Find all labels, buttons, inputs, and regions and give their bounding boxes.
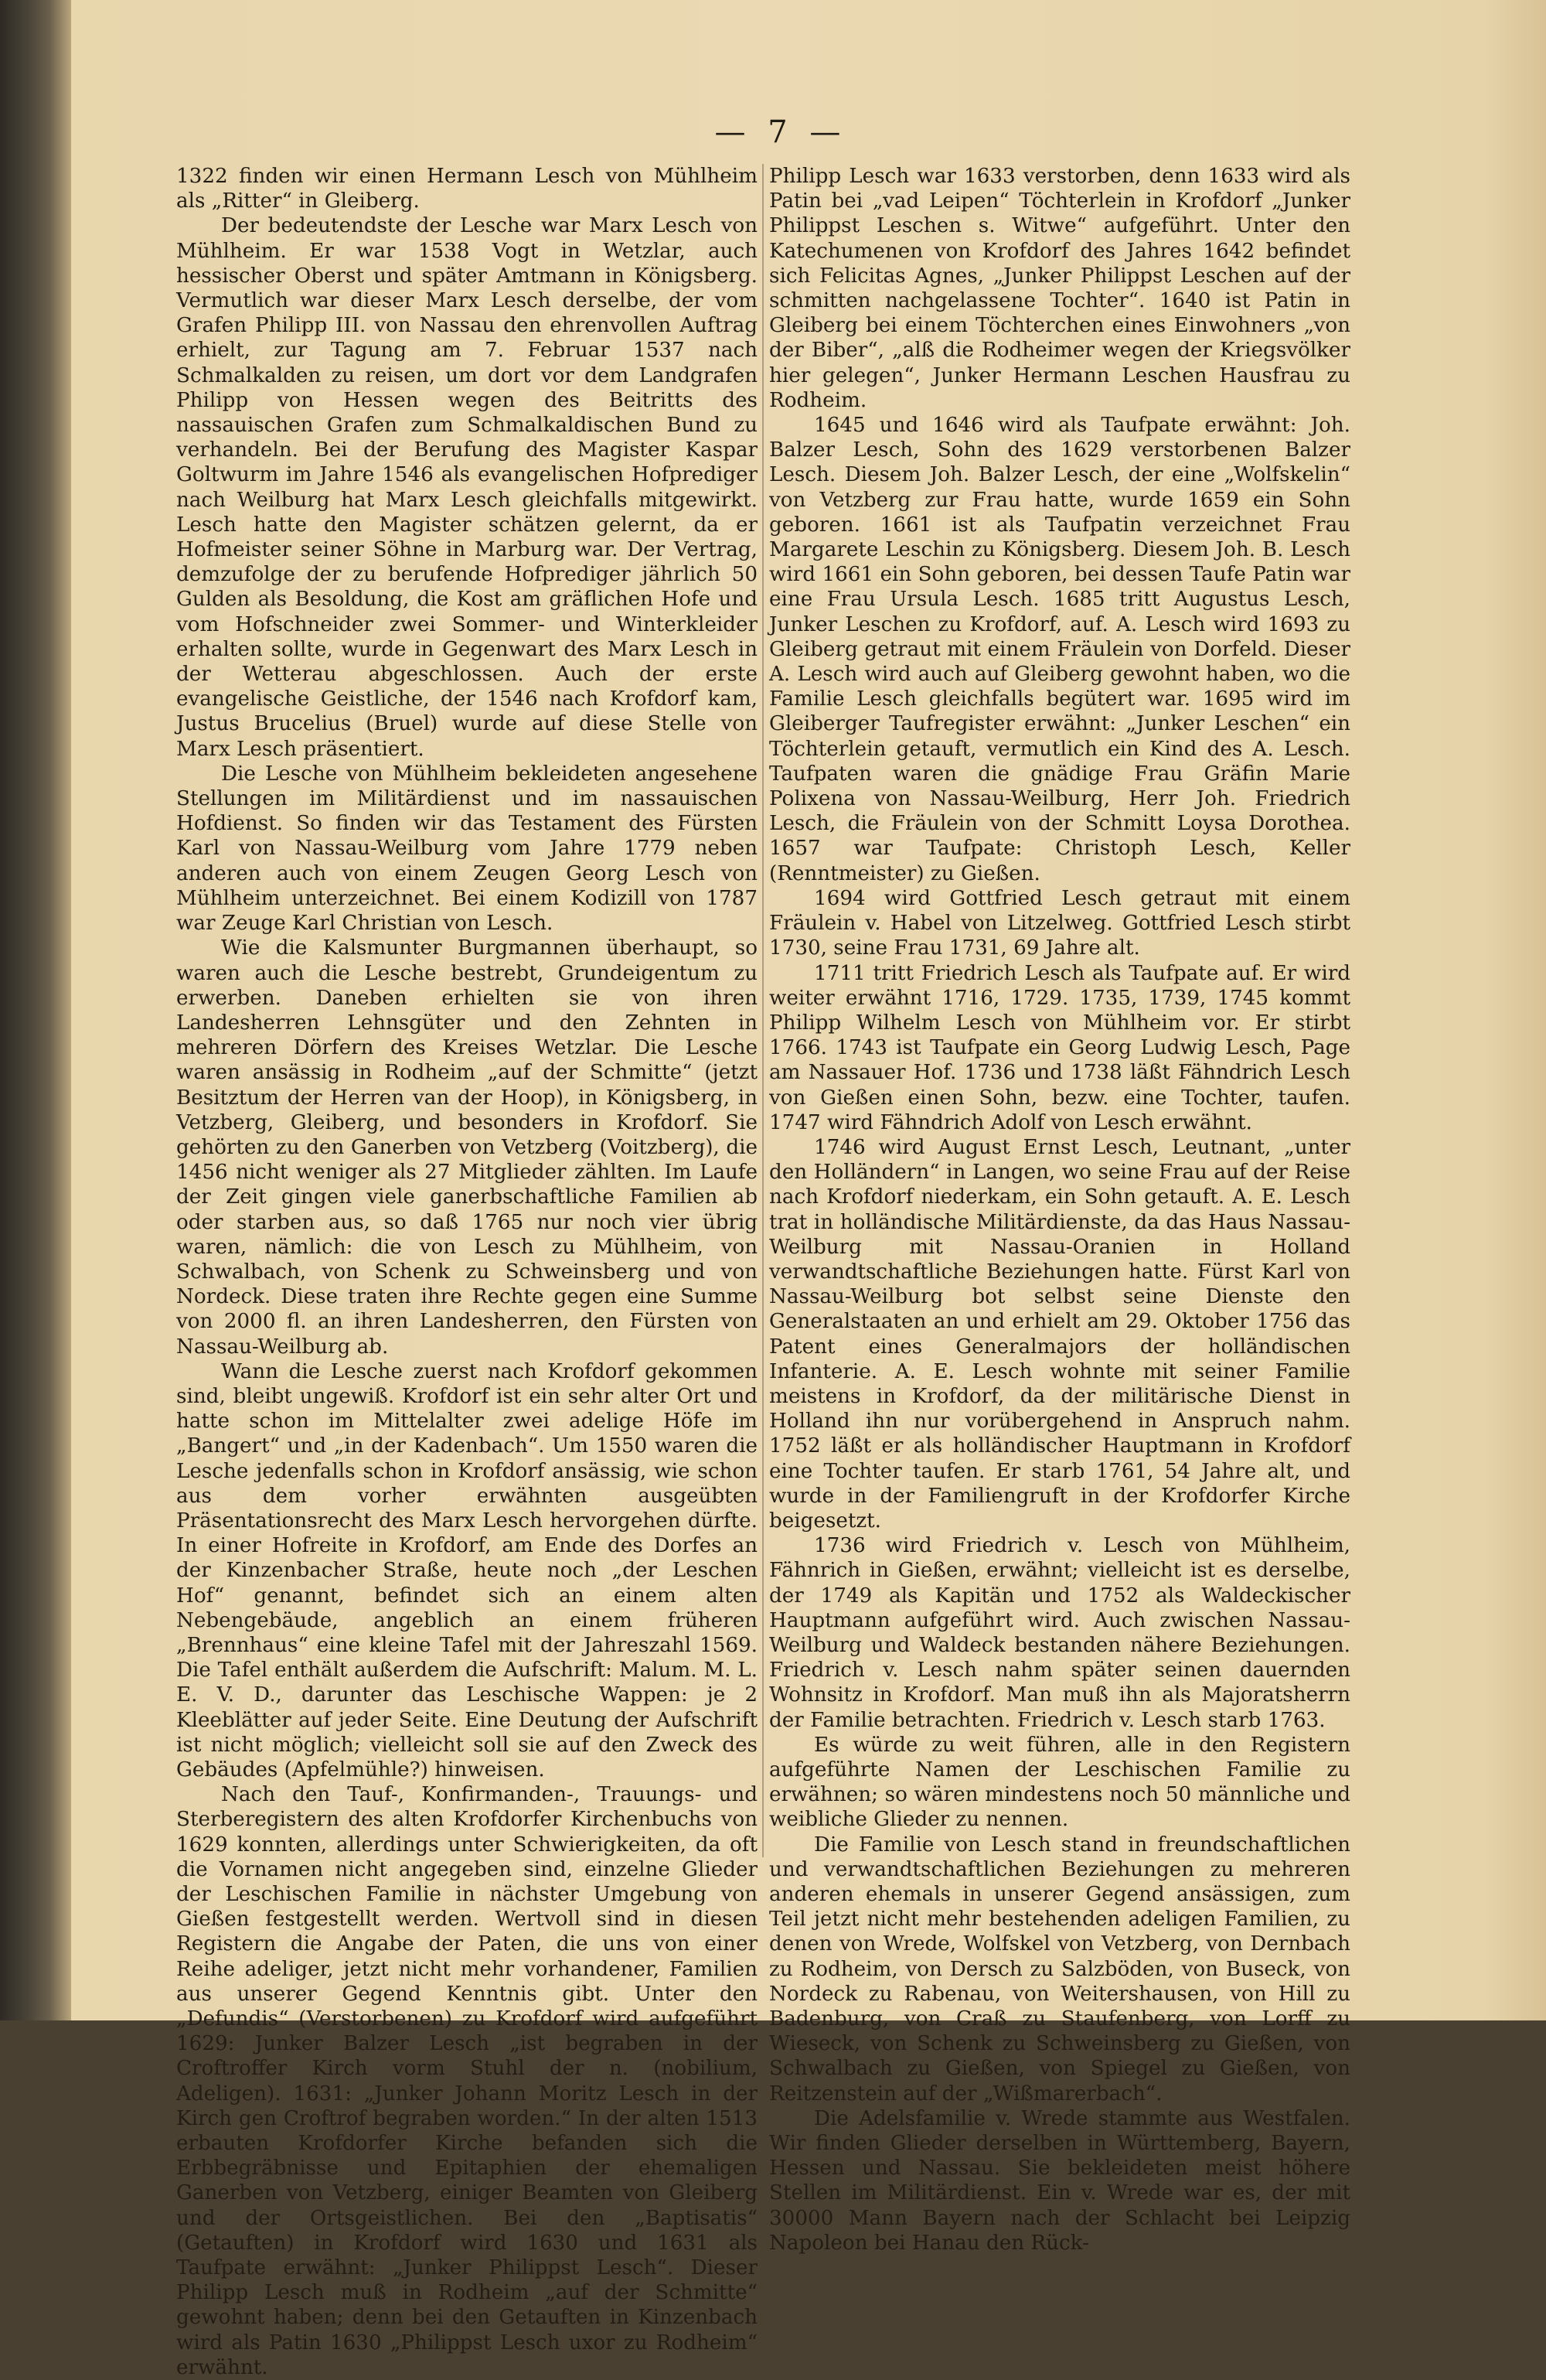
right-text-column [769,164,1350,2256]
paragraph: 1736 wird Friedrich v. Lesch von Mühlheim, Fähnrich in Gießen, erwähnt; vielleicht ist es derselbe, der 1749 als Kapitän und 1752 als Waldeckischer Hauptmann aufgeführt wird. Auch zwischen Nassau-Weilburg und Waldeck bestanden nähere Beziehungen. Friedrich v. Lesch nahm später seinen dauernden Wohnsitz in Krofdorf. Man muß ihn als Majoratsherrn der Familie betrachten. Friedrich v. Lesch starb 1763. [769,1534,1350,1732]
paragraph: Der bedeutendste der Lesche war Marx Lesch von Mühlheim. Er war 1538 Vogt in Wetzlar, auch hessischer Oberst und später Amtmann in Königsberg. Vermutlich war dieser Marx Lesch derselbe, der vom Grafen Philipp III. von Nassau den ehrenvollen Auftrag erhielt, zur Tagung am 7. Februar 1537 nach Schmalkalden zu reisen, um dort vor dem Landgrafen Philipp von Hessen wegen des Beitritts des nassauischen Grafen zum Schmalkaldischen Bund zu verhandeln. Bei der Berufung des Magister Kaspar Goltwurm im Jahre 1546 als evangelischen Hofprediger nach Weilburg hat Marx Lesch gleichfalls mitgewirkt. Lesch hatte den Magister schätzen gelernt, da er Hofmeister seiner Söhne in Marburg war. Der Vertrag, demzufolge der zu berufende Hofprediger jährlich 50 Gulden als Besoldung, die Kost am gräflichen Hofe und vom Hofschneider zwei Sommer- und Winterkleider erhalten sollte, wurde in Gegenwart des Marx Lesch in der Wetterau abgeschlossen. Auch der erste evangelische Geistliche, der 1546 nach Krofdorf kam, Justus Brucelius (Bruel) wurde auf diese Stelle von Marx Lesch präsentiert. [176,214,758,761]
paragraph: 1746 wird August Ernst Lesch, Leutnant, „unter den Holländern“ in Langen, wo seine Frau auf der Reise nach Krofdorf niederkam, ein Sohn getauft. A. E. Lesch trat in holländische Militärdienste, da das Haus Nassau-Weilburg mit Nassau-Oranien in Holland verwandtschaftliche Beziehungen hatte. Fürst Karl von Nassau-Weilburg bot selbst seine Dienste den Generalstaaten an und erhielt am 29. Oktober 1756 das Patent eines Generalmajors der holländischen Infanterie. A. E. Lesch wohnte mit seiner Familie meistens in Krofdorf, da der militärische Dienst in Holland ihn nur vorübergehend in Anspruch nahm. 1752 läßt er als holländischer Hauptmann in Krofdorf eine Tochter taufen. Er starb 1761, 54 Jahre alt, und wurde in der Familiengruft in der Krofdorfer Kirche beigesetzt. [769,1135,1350,1533]
paragraph: Wie die Kalsmunter Burgmannen überhaupt, so waren auch die Lesche bestrebt, Grundeigentum zu erwerben. Daneben erhielten sie von ihren Landesherren Lehnsgüter und den Zehnten in mehreren Dörfern des Kreises Wetzlar. Die Lesche waren ansässig in Rodheim „auf der Schmitte“ (jetzt Besitztum der Herren van der Hoop), in Königsberg, in Vetzberg, Gleiberg, und besonders in Krofdorf. Sie gehörten zu den Ganerben von Vetzberg (Voitzberg), die 1456 nicht weniger als 27 Mitglieder zählten. Im Laufe der Zeit gingen viele ganerbschaftliche Familien ab oder starben aus, so daß 1765 nur noch vier übrig waren, nämlich: die von Lesch zu Mühlheim, von Schwalbach, von Schenk zu Schweinsberg und von Nordeck. Diese traten ihre Rechte gegen eine Summe von 2000 fl. an ihren Landesherren, den Fürsten von Nassau-Weilburg ab. [176,936,758,1359]
page-number: — 7 — [714,114,847,150]
paragraph: Nach den Tauf-, Konfirmanden-, Trauungs- und Sterberegistern des alten Krofdorfer Kirchenbuchs von 1629 konnten, allerdings unter Schwierigkeiten, da oft die Vornamen nicht angegeben sind, einzelne Glieder der Leschischen Familie in nächster Umgebung von Gießen festgestellt werden. Wertvoll sind in diesen Registern die Angabe der Paten, die uns von einer Reihe adeliger, jetzt nicht mehr vorhandener, Familien aus unserer Gegend Kenntnis gibt. Unter den „Defundis“ (Verstorbenen) zu Krofdorf wird aufgeführt 1629: Junker Balzer Lesch „ist begraben in der Croftroffer Kirch vorm Stuhl der n. (nobilium, Adeligen). 1631: „Junker Johann Moritz Lesch in der Kirch gen Croftrof begraben worden.“ In der alten 1513 erbauten Krofdorfer Kirche befanden sich die Erbbegräbnisse und Epitaphien der ehemaligen Ganerben von Vetzberg, einiger Beamten von Gleiberg und der Ortsgeistlichen. Bei den „Baptisatis“ (Getauften) in Krofdorf wird 1630 und 1631 als Taufpate erwähnt: „Junker Philippst Lesch“. Dieser Philipp Lesch muß in Rodheim „auf der Schmitte“ gewohnt haben; denn bei den Getauften in Kinzenbach wird als Patin 1630 „Philippst Lesch uxor zu Rodheim“ erwähnt. [176,1783,758,2379]
paragraph: Philipp Lesch war 1633 verstorben, denn 1633 wird als Patin bei „vad Leipen“ Töchterlein in Krofdorf „Junker Philippst Leschen s. Witwe“ aufgeführt. Unter den Katechumenen von Krofdorf des Jahres 1642 befindet sich Felicitas Agnes, „Junker Philippst Leschen auf der schmitten nachgelassene Tochter“. 1640 ist Patin in Gleiberg bei einem Töchterchen eines Einwohners „von der Biber“, „alß die Rodheimer wegen der Kriegsvölker hier gelegen“, Junker Hermann Leschen Hausfrau zu Rodheim. [769,165,1350,412]
paragraph: 1645 und 1646 wird als Taufpate erwähnt: Joh. Balzer Lesch, Sohn des 1629 verstorbenen Balzer Lesch. Diesem Joh. Balzer Lesch, der eine „Wolfskelin“ von Vetzberg zur Frau hatte, wurde 1659 ein Sohn geboren. 1661 ist als Taufpatin verzeichnet Frau Margarete Leschin zu Königsberg. Diesem Joh. B. Lesch wird 1661 ein Sohn geboren, bei dessen Taufe Patin war eine Frau Ursula Lesch. 1685 tritt Augustus Lesch, Junker Leschen zu Krofdorf, auf. A. Lesch wird 1693 zu Gleiberg getraut mit einem Fräulein von Dorfeld. Dieser A. Lesch wird auch auf Gleiberg gewohnt haben, wo die Familie Lesch gleichfalls begütert war. 1695 wird im Gleiberger Taufregister erwähnt: „Junker Leschen“ ein Töchterlein getauft, vermutlich ein Kind des A. Lesch. Taufpaten waren die gnädige Frau Gräfin Marie Polixena von Nassau-Weilburg, Herr Joh. Friedrich Lesch, die Fräulein von der Schmitt Loysa Dorothea. 1657 war Taufpate: Christoph Lesch, Keller (Renntmeister) zu Gießen. [769,414,1350,885]
column-divider [762,164,764,1857]
paragraph: Die Familie von Lesch stand in freundschaftlichen und verwandtschaftlichen Beziehungen zu mehreren anderen ehemals in unserer Gegend ansässigen, zum Teil jetzt nicht mehr bestehenden adeligen Familien, zu denen von Wrede, Wolfskel von Vetzberg, von Dernbach zu Rodheim, von Dersch zu Salzböden, von Buseck, von Nordeck zu Rabenau, von Weitershausen, von Hill zu Badenburg, von Craß zu Staufenberg, von Lorff zu Wieseck, von Schenk zu Schweinsberg zu Gießen, von Schwalbach zu Gießen, von Spiegel zu Gießen, von Reitzenstein auf der „Wißmarerbach“. [769,1833,1350,2106]
paragraph: Wann die Lesche zuerst nach Krofdorf gekommen sind, bleibt ungewiß. Krofdorf ist ein sehr alter Ort und hatte schon im Mittelalter zwei adelige Höfe im „Bangert“ und „in der Kadenbach“. Um 1550 waren die Lesche jedenfalls schon in Krofdorf ansässig, wie schon aus dem vorher erwähnten ausgeübten Präsentationsrecht des Marx Lesch hervorgehen dürfte. In einer Hofreite in Krofdorf, am Ende des Dorfes an der Kinzenbacher Straße, heute noch „der Leschen Hof“ genannt, befindet sich an einem alten Nebengebäude, angeblich an einem früheren „Brennhaus“ eine kleine Tafel mit der Jahreszahl 1569. Die Tafel enthält außerdem die Aufschrift: Malum. M. L. E. V. D., darunter das Leschische Wappen: je 2 Kleeblätter auf jeder Seite. Eine Deutung der Aufschrift ist nicht möglich; vielleicht soll sie auf den Zweck des Gebäudes (Apfelmühle?) hinweisen. [176,1359,758,1782]
left-text-column [176,164,758,2380]
paragraph: 1322 finden wir einen Hermann Lesch von Mühlheim als „Ritter“ in Gleiberg. [176,165,758,213]
book-binding-edge [0,0,71,2020]
paragraph: Die Lesche von Mühlheim bekleideten angesehene Stellungen im Militärdienst und im nassauischen Hofdienst. So finden wir das Testament des Fürsten Karl von Nassau-Weilburg vom Jahre 1779 neben anderen auch von einem Zeugen Georg Lesch von Mühlheim unterzeichnet. Bei einem Kodizill von 1787 war Zeuge Karl Christian von Lesch. [176,762,758,936]
paragraph: 1711 tritt Friedrich Lesch als Taufpate auf. Er wird weiter erwähnt 1716, 1729. 1735, 1739, 1745 kommt Philipp Wilhelm Lesch von Mühlheim vor. Er stirbt 1766. 1743 ist Taufpate ein Georg Ludwig Lesch, Page am Nassauer Hof. 1736 und 1738 läßt Fähndrich Lesch von Gießen einen Sohn, bezw. eine Tochter, taufen. 1747 wird Fähndrich Adolf von Lesch erwähnt. [769,961,1350,1134]
paragraph: 1694 wird Gottfried Lesch getraut mit einem Fräulein v. Habel von Litzelweg. Gottfried Lesch stirbt 1730, seine Frau 1731, 69 Jahre alt. [769,886,1350,960]
paragraph: Es würde zu weit führen, alle in den Registern aufgeführte Namen der Leschischen Familie zu erwähnen; so wären mindestens noch 50 männliche und weibliche Glieder zu nennen. [769,1733,1350,1832]
paragraph: Die Adelsfamilie v. Wrede stammte aus Westfalen. Wir finden Glieder derselben in Württemberg, Bayern, Hessen und Nassau. Sie bekleideten meist höhere Stellen im Militärdienst. Ein v. Wrede war es, der mit 30000 Mann Bayern nach der Schlacht bei Leipzig Napoleon bei Hanau den Rück- [769,2106,1350,2255]
